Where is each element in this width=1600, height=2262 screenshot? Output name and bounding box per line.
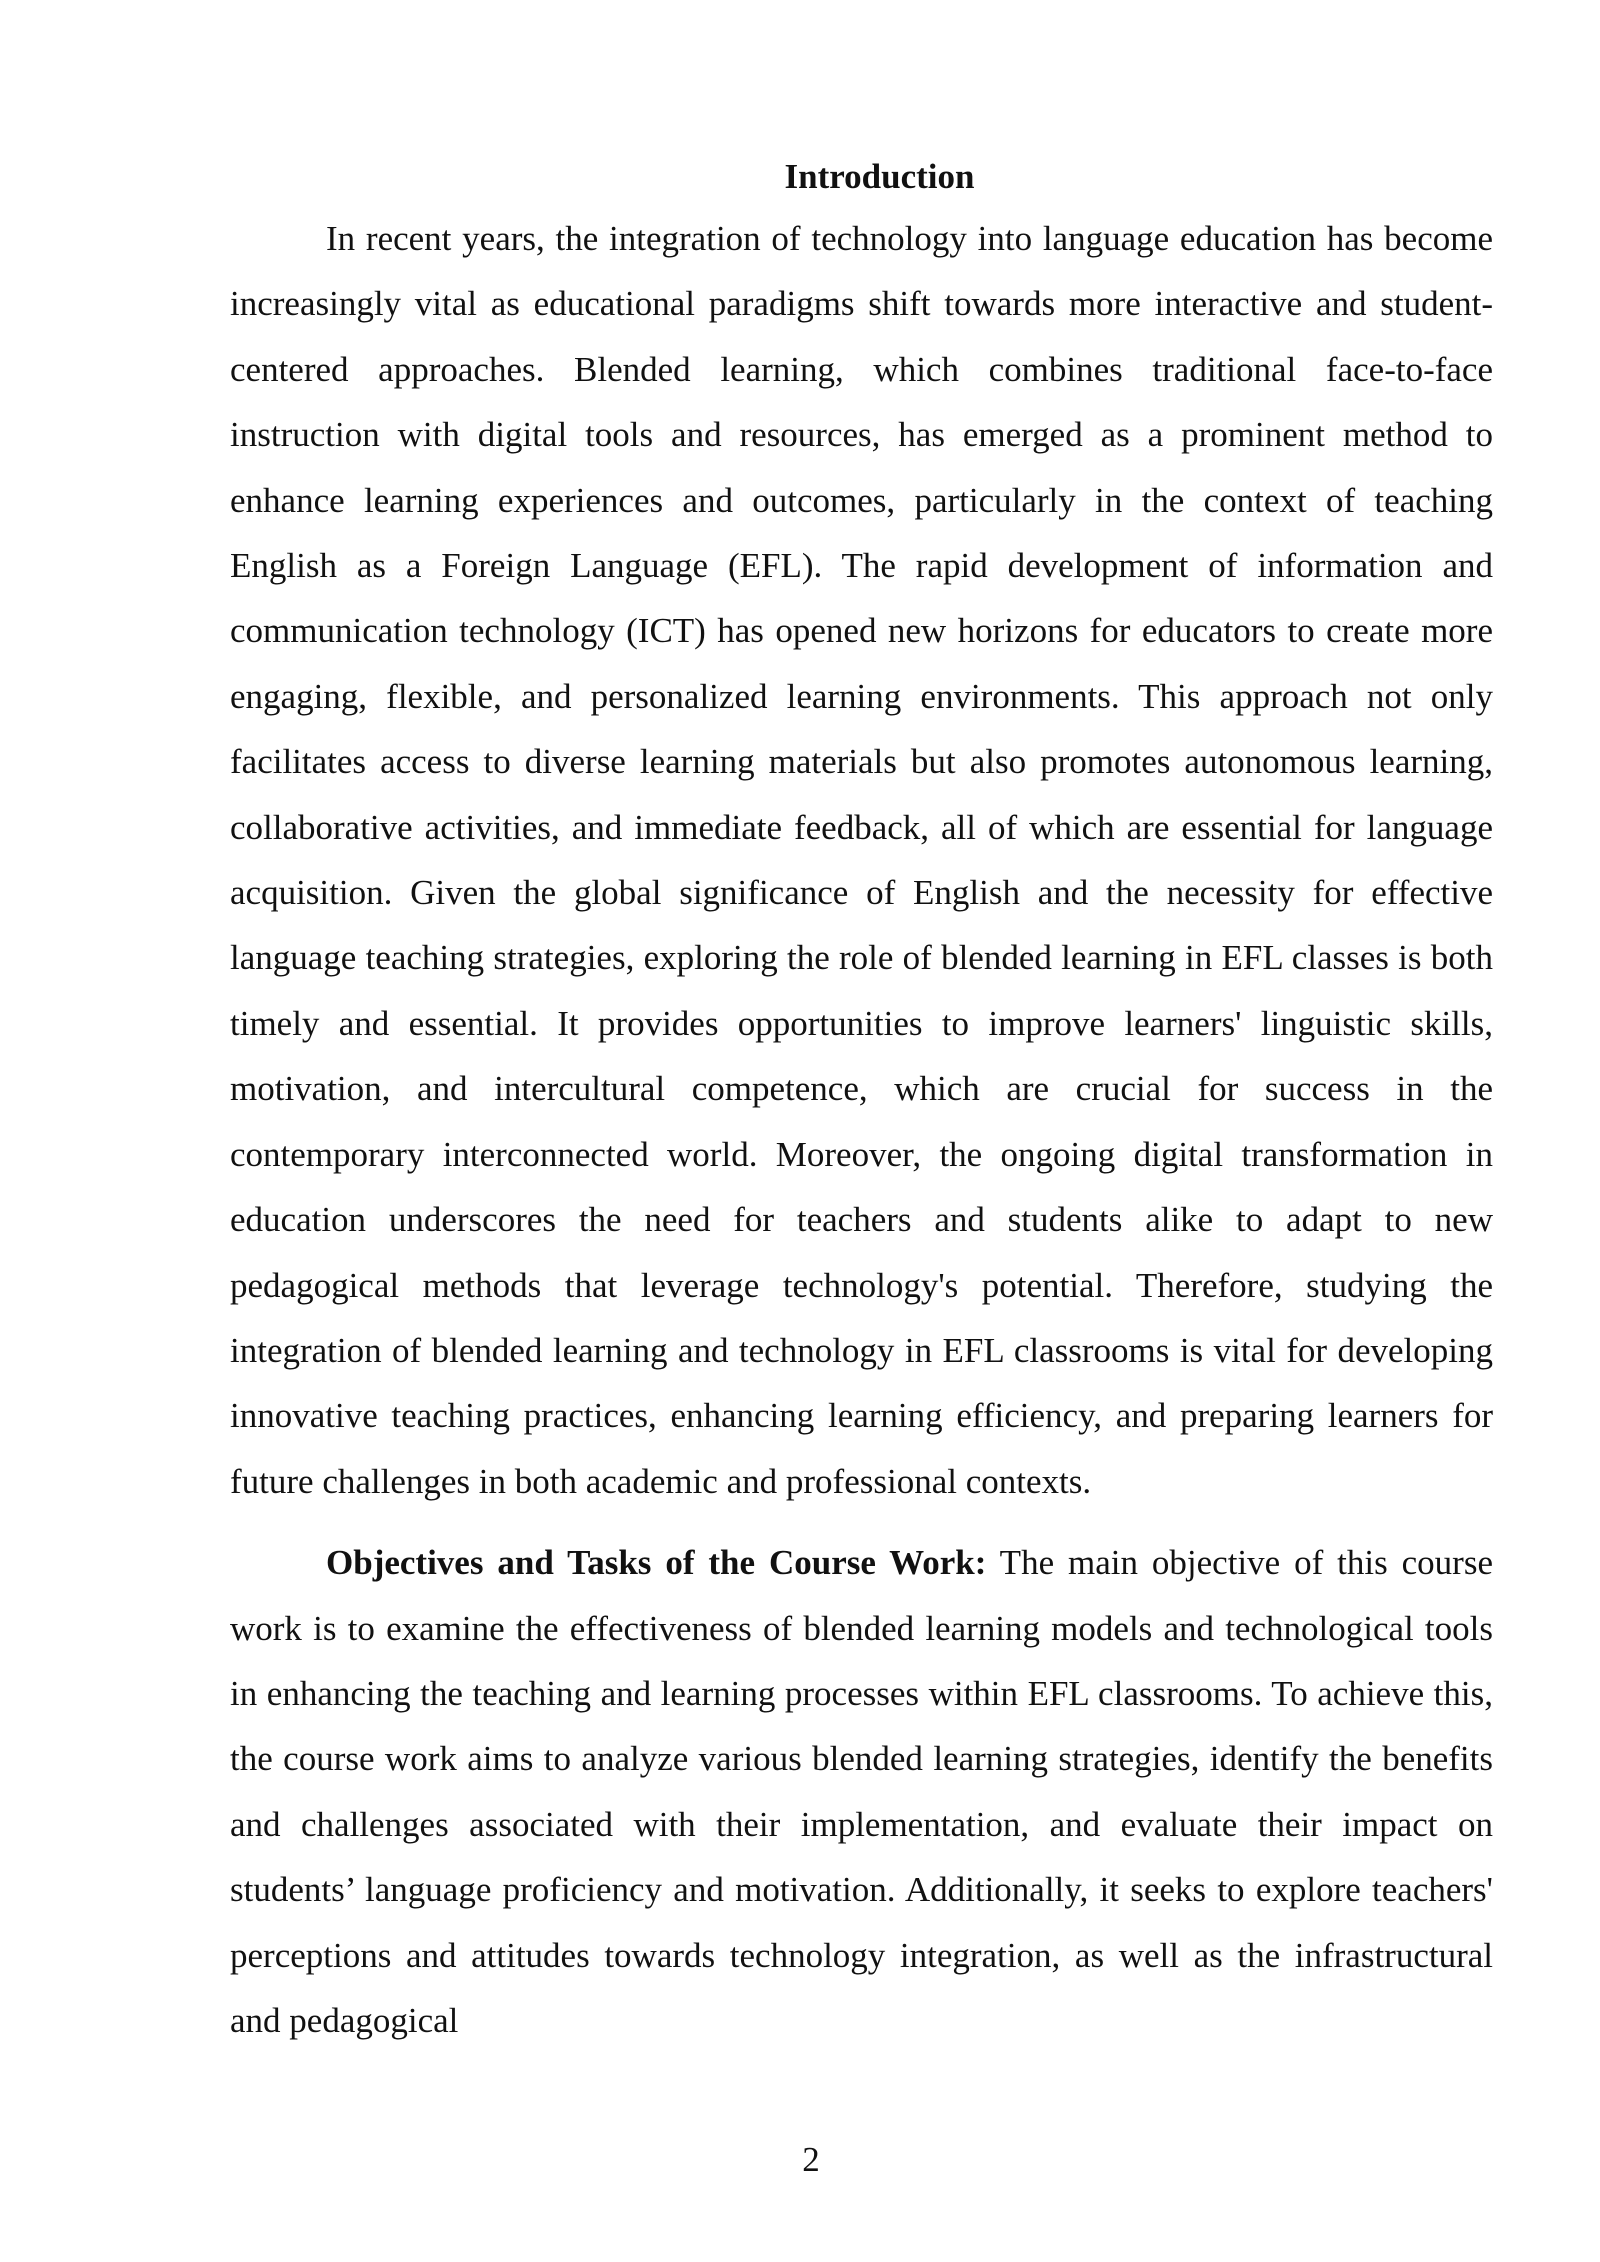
introduction-paragraph: In recent years, the integration of technology into language education has become increasingly vital as educational paradigms shift towards more interactive and student-centered approaches. Blended learning, which combines traditional face-to-face instruction with digital tools and resources, has emerged as a prominent method to enhance learning experiences and outcomes, particularly in the context of teaching English as a Foreign Language (EFL). The rapid development of information and communication technology (ICT) has opened new horizons for educators to create more engaging, flexible, and personalized learning environments. This approach not only facilitates access to diverse learning materials but also promotes autonomous learning, collaborative activities, and immediate feedback, all of which are essential for language acquisition. Given the global significance of English and the necessity for effective language teaching strategies, exploring the role of blended learning in EFL classes is both timely and essential. It provides opportunities to improve learners' linguistic skills, motivation, and intercultural competence, which are crucial for success in the contemporary interconnected world. Moreover, the ongoing digital transformation in education underscores the need for teachers and students alike to adapt to new pedagogical methods that leverage technology's potential. Therefore, studying the integration of blended learning and technology in EFL classrooms is vital for developing innovative teaching practices, enhancing learning efficiency, and preparing learners for future challenges in both academic and professional contexts.: [230, 219, 1493, 1501]
page-number: 2: [802, 2140, 820, 2179]
section-heading: Introduction: [784, 157, 975, 196]
page-content: [230, 148, 1493, 2053]
objectives-paragraph: [230, 1530, 1493, 2053]
objectives-body: The main objective of this course work is to examine the effectiveness of blended learning models and technological tools in enhancing the teaching and learning processes within EFL classrooms. To achieve this, the course work aims to analyze various blended learning strategies, identify the benefits and challenges associated with their implementation, and evaluate their impact on students’ language proficiency and motivation. Additionally, it seeks to explore teachers' perceptions and attitudes towards technology integration, as well as the infrastructural and pedagogical: [230, 1543, 1493, 2040]
objectives-lead-in: Objectives and Tasks of the Course Work:: [326, 1543, 987, 1583]
